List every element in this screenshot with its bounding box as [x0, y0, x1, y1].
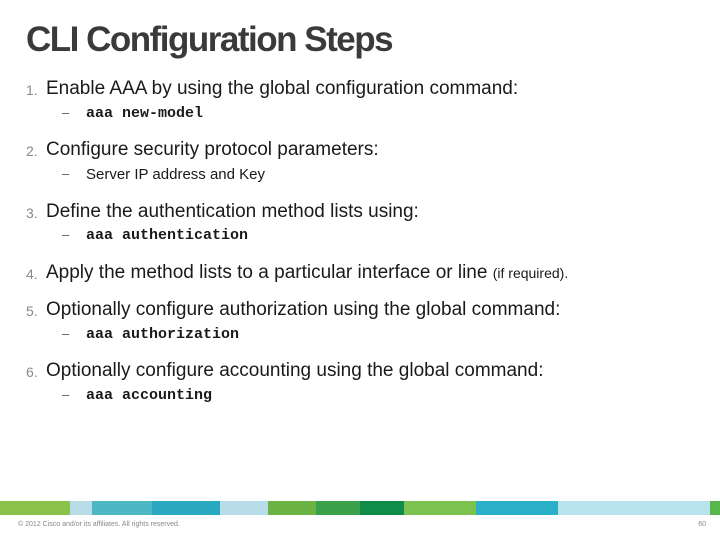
step-number: 3. [26, 205, 38, 221]
footer-bar-segment [558, 501, 710, 515]
command-text: aaa new-model [86, 105, 204, 122]
footer-bar-segment [70, 501, 92, 515]
dash-bullet: – [62, 326, 70, 341]
step-text: Enable AAA by using the global configuration command: [46, 78, 519, 99]
step-text: Configure security protocol parameters: [46, 139, 379, 160]
step-text: Optionally configure authorization using the global command: [46, 299, 561, 320]
footer-bar-segment [268, 501, 316, 515]
step-number: 4. [26, 266, 38, 282]
copyright-notice: © 2012 Cisco and/or its affiliates. All rights reserved. [18, 521, 180, 528]
step-number: 1. [26, 82, 38, 98]
command-text: aaa authorization [86, 326, 240, 343]
sub-text: Server IP address and Key [86, 166, 265, 183]
command-text: aaa authentication [86, 227, 249, 244]
dash-bullet: – [62, 387, 70, 402]
footer-bar-segment [710, 501, 720, 515]
step-text-note: (if required). [492, 265, 569, 281]
footer-bar-segment [404, 501, 476, 515]
command-text: aaa accounting [86, 387, 213, 404]
page-title: CLI Configuration Steps [26, 20, 393, 59]
footer-bar-segment [360, 501, 404, 515]
footer-bar-segment [152, 501, 220, 515]
step-number: 2. [26, 143, 38, 159]
dash-bullet: – [62, 227, 70, 242]
footer-color-bar [0, 501, 720, 515]
dash-bullet: – [62, 166, 70, 181]
step-text: Define the authentication method lists using: [46, 201, 419, 222]
dash-bullet: – [62, 105, 70, 120]
footer-bar-segment [220, 501, 268, 515]
page-number: 60 [698, 521, 706, 528]
step-text: Apply the method lists to a particular interface or line [46, 262, 493, 283]
step-text: Optionally configure accounting using the global command: [46, 360, 544, 381]
step-number: 6. [26, 364, 38, 380]
step-text-line [46, 262, 568, 284]
footer-bar-segment [316, 501, 360, 515]
step-number: 5. [26, 303, 38, 319]
footer-bar-segment [476, 501, 558, 515]
footer-bar-segment [0, 501, 70, 515]
footer-bar-segment [92, 501, 152, 515]
